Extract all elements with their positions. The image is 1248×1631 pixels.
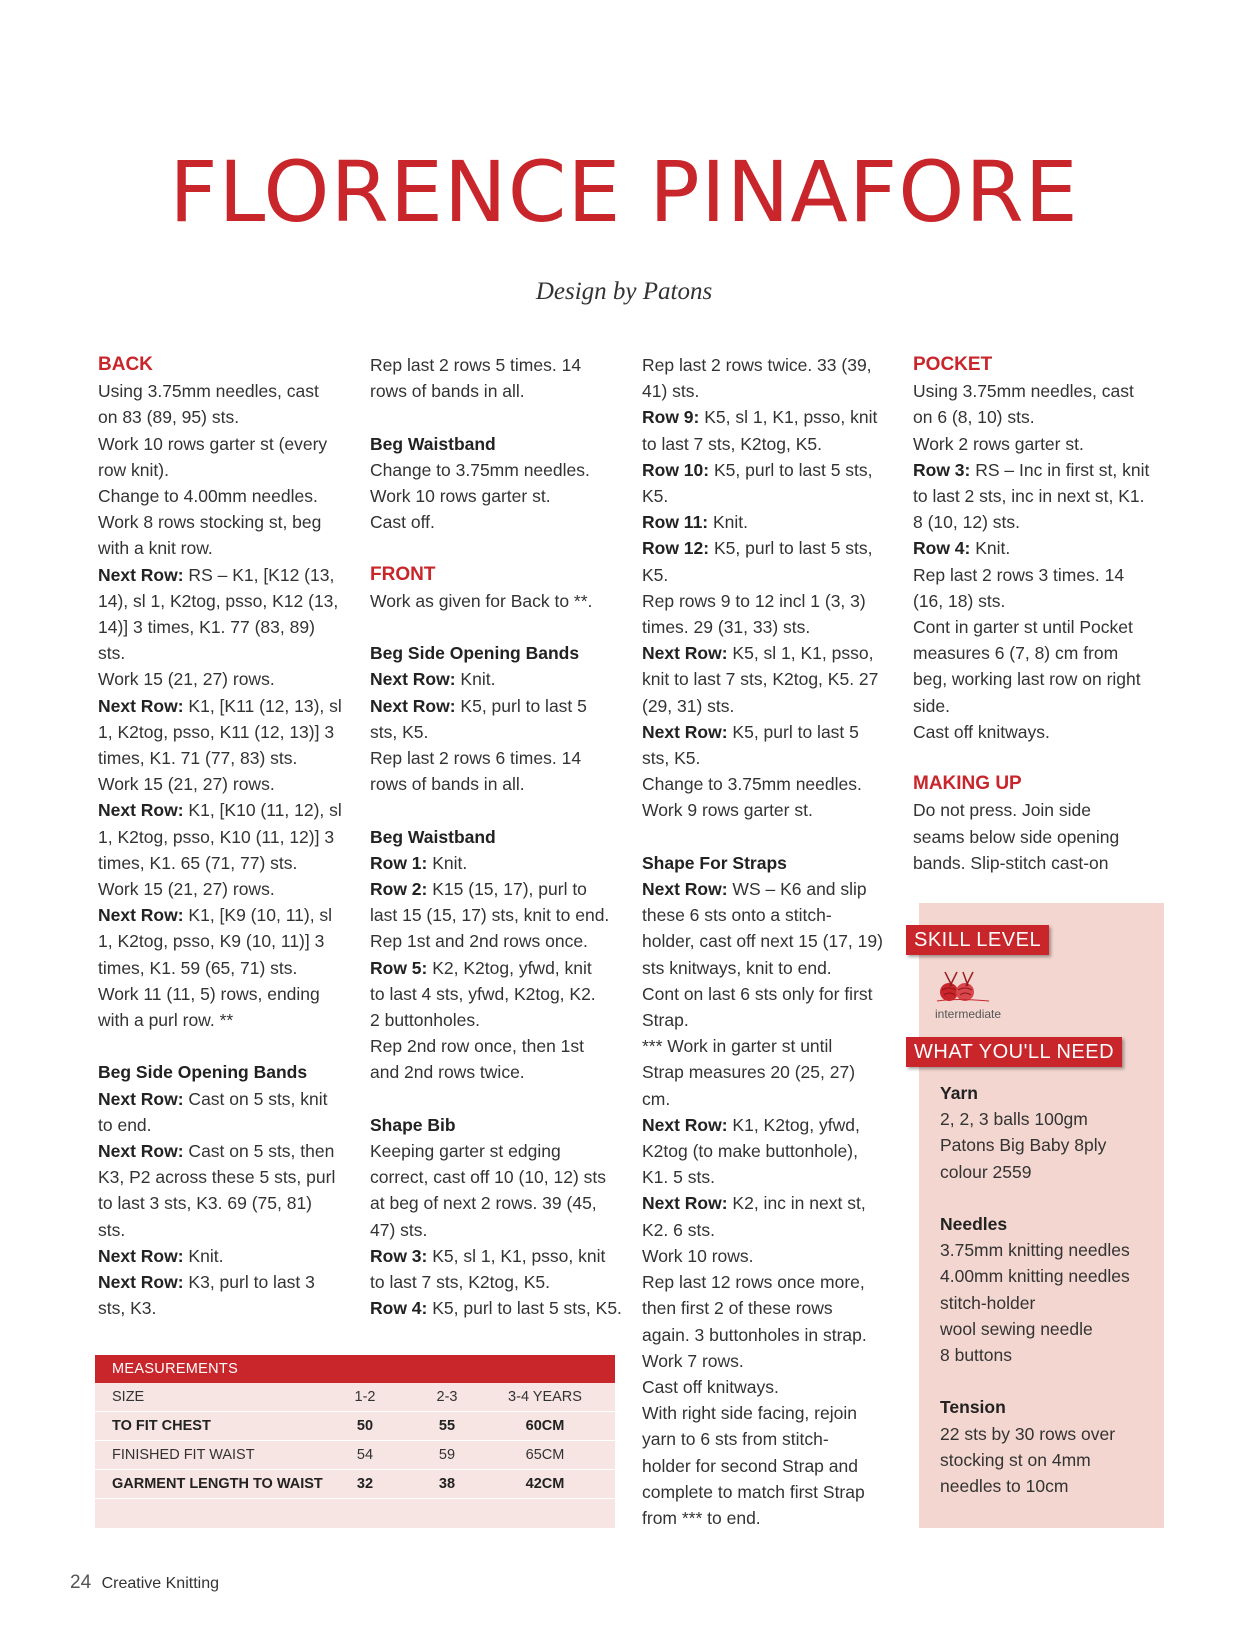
- text-line: wool sewing needle: [940, 1318, 1093, 1339]
- subheading: Beg Waistband: [370, 433, 496, 454]
- text-line: [370, 1295, 622, 1321]
- text-line: Work 11 (11, 5) rows, ending: [98, 983, 320, 1004]
- page-footer: [70, 1572, 219, 1594]
- skill-level-tag: SKILL LEVEL: [906, 925, 1049, 955]
- text-line: sts knitways, knit to end.: [642, 957, 832, 978]
- row-text: K5, purl to last 5 sts, K5.: [427, 1298, 622, 1319]
- row-text: WS – K6 and slip: [727, 879, 867, 900]
- subheading: Yarn: [940, 1083, 978, 1103]
- row-text: K5, sl 1, K1, psso, knit: [699, 407, 878, 428]
- text-line: Strap measures 20 (25, 27): [642, 1062, 856, 1083]
- table-cell: 50: [356, 1418, 374, 1434]
- text-line: Rep last 2 rows twice. 33 (39,: [642, 355, 872, 375]
- text-line: Rep last 2 rows 5 times. 14: [370, 355, 582, 375]
- text-line: [642, 535, 883, 561]
- row-text: K1, [K10 (11, 12), sl: [183, 800, 342, 821]
- row-label: Next Row:: [642, 879, 728, 900]
- table-cell: 59: [438, 1447, 456, 1463]
- text-line: Cont on last 6 sts only for first: [642, 983, 873, 1004]
- text-line: (29, 31) sts.: [642, 695, 735, 716]
- row-label: Next Row:: [98, 564, 184, 585]
- text-line: times, K1. 59 (65, 71) sts.: [98, 957, 298, 978]
- text-line: 2 buttonholes.: [370, 1010, 480, 1031]
- row-text: K5, sl 1, K1, psso, knit: [427, 1245, 606, 1266]
- text-line: side.: [913, 695, 950, 716]
- text-line: sts.: [98, 1219, 126, 1240]
- text-line: stitch-holder: [940, 1292, 1036, 1313]
- column-back: [98, 352, 342, 1322]
- text-line: times, K1. 65 (71, 77) sts.: [98, 852, 298, 873]
- text-line: beg, working last row on right: [913, 669, 1141, 690]
- table-cell: GARMENT LENGTH TO WAIST: [112, 1476, 323, 1492]
- text-line: on 83 (89, 95) sts.: [98, 407, 240, 428]
- text-line: sts, K3.: [98, 1298, 157, 1319]
- text-line: seams below side opening: [913, 826, 1120, 847]
- text-line: to last 7 sts, K2tog, K5.: [642, 433, 822, 454]
- text-line: [98, 693, 342, 719]
- text-line: Strap.: [642, 1010, 689, 1031]
- text-line: [98, 1269, 342, 1295]
- text-line: [370, 955, 622, 981]
- text-line: [98, 902, 342, 928]
- what-you-need-tag: WHAT YOU'LL NEED: [906, 1037, 1122, 1067]
- text-line: [98, 1243, 342, 1269]
- text-line: Work 2 rows garter st.: [913, 433, 1084, 454]
- text-line: Work 7 rows.: [642, 1350, 744, 1371]
- text-line: 8 (10, 12) sts.: [913, 512, 1020, 533]
- text-line: measures 6 (7, 8) cm from: [913, 643, 1119, 664]
- requirements-list: [940, 1080, 1130, 1499]
- column-straps: [642, 352, 883, 1531]
- text-line: with a knit row.: [98, 538, 213, 559]
- text-line: (16, 18) sts.: [913, 590, 1006, 611]
- text-line: 2, 2, 3 balls 100gm: [940, 1109, 1088, 1130]
- text-line: sts, K5.: [370, 721, 429, 742]
- row-text: Cast on 5 sts, knit: [183, 1088, 328, 1109]
- text-line: stocking st on 4mm: [940, 1449, 1091, 1470]
- designer-byline: Design by Patons: [535, 278, 713, 305]
- text-line: yarn to 6 sts from stitch-: [642, 1429, 829, 1450]
- text-line: K1. 5 sts.: [642, 1167, 715, 1188]
- text-line: last 15 (15, 17) sts, knit to end.: [370, 905, 610, 926]
- text-line: [98, 562, 342, 588]
- text-line: 41) sts.: [642, 381, 700, 402]
- table-row: [95, 1412, 615, 1441]
- text-line: from *** to end.: [642, 1507, 761, 1528]
- text-line: correct, cast off 10 (10, 12) sts: [370, 1167, 607, 1188]
- row-label: Row 5:: [370, 957, 428, 978]
- text-line: Cont in garter st until Pocket: [913, 617, 1133, 638]
- row-text: K2, K2tog, yfwd, knit: [427, 957, 592, 978]
- text-line: [642, 404, 883, 430]
- text-line: Work 8 rows stocking st, beg: [98, 512, 322, 533]
- row-text: K1, K2tog, yfwd,: [727, 1114, 860, 1135]
- row-text: K1, [K11 (12, 13), sl: [183, 695, 342, 716]
- table-cell: 54: [356, 1447, 374, 1463]
- subheading: Tension: [940, 1397, 1006, 1418]
- text-line: 47) sts.: [370, 1219, 428, 1240]
- text-line: Cast off.: [370, 512, 435, 533]
- text-line: Keeping garter st edging: [370, 1141, 561, 1162]
- table-cell: SIZE: [112, 1389, 145, 1405]
- subheading: Beg Waistband: [370, 826, 496, 847]
- text-line: Rep last 2 rows 3 times. 14: [913, 564, 1125, 585]
- text-line: times, K1. 71 (77, 83) sts.: [98, 748, 298, 769]
- subheading: Beg Side Opening Bands: [98, 1062, 308, 1083]
- text-line: sts.: [98, 643, 126, 664]
- text-line: Rep 2nd row once, then 1st: [370, 1036, 585, 1057]
- table-row: [95, 1470, 615, 1499]
- text-line: these 6 sts onto a stitch-: [642, 905, 832, 926]
- row-label: Next Row:: [98, 1272, 184, 1293]
- text-line: Rep last 2 rows 6 times. 14: [370, 748, 582, 768]
- column-front: [370, 352, 622, 1321]
- row-text: RS – Inc in first st, knit: [970, 459, 1150, 480]
- text-line: [370, 1243, 622, 1269]
- text-line: Rep rows 9 to 12 incl 1 (3, 3): [642, 590, 866, 611]
- row-text: Knit.: [427, 852, 468, 873]
- text-line: Work 10 rows.: [642, 1245, 754, 1266]
- row-label: Row 4:: [913, 538, 971, 559]
- text-line: [642, 1112, 883, 1138]
- text-line: [642, 640, 883, 666]
- table-cell: 55: [438, 1418, 456, 1434]
- text-line: [642, 457, 883, 483]
- text-line: with a purl row. **: [98, 1010, 234, 1031]
- row-label: Row 1:: [370, 852, 428, 873]
- row-text: K15 (15, 17), purl to: [427, 879, 587, 899]
- text-line: to end.: [98, 1114, 152, 1135]
- row-label: Row 4:: [370, 1298, 428, 1319]
- subheading: Shape Bib: [370, 1114, 456, 1135]
- measurements-table: [95, 1355, 615, 1528]
- text-line: at beg of next 2 rows. 39 (45,: [370, 1193, 597, 1214]
- text-line: With right side facing, rejoin: [642, 1403, 857, 1424]
- text-line: Using 3.75mm needles, cast: [98, 381, 319, 402]
- row-text: Cast on 5 sts, then: [183, 1141, 335, 1162]
- text-line: bands. Slip-stitch cast-on: [913, 852, 1109, 873]
- text-line: Rep 1st and 2nd rows once.: [370, 931, 588, 952]
- text-line: on 6 (8, 10) sts.: [913, 407, 1035, 428]
- yarn-balls-icon: [935, 970, 991, 1009]
- text-line: Change to 4.00mm needles.: [98, 486, 318, 507]
- row-text: RS – K1, [K12 (13,: [183, 564, 335, 585]
- text-line: [642, 509, 883, 535]
- skill-level-value: intermediate: [935, 1007, 1002, 1021]
- text-line: [98, 1138, 342, 1164]
- row-text: K2, inc in next st,: [727, 1193, 866, 1214]
- text-line: sts, K5.: [642, 748, 701, 769]
- row-label: Next Row:: [370, 695, 456, 716]
- text-line: [642, 719, 883, 745]
- subheading: Needles: [940, 1214, 1008, 1234]
- text-line: Work 15 (21, 27) rows.: [98, 879, 275, 900]
- row-text: K1, [K9 (10, 11), sl: [183, 905, 333, 926]
- text-line: 3.75mm knitting needles: [940, 1240, 1130, 1261]
- row-text: Knit.: [970, 538, 1011, 559]
- table-cell: 60CM: [525, 1418, 565, 1434]
- table-row: [95, 1441, 615, 1470]
- section-heading-back: BACK: [98, 354, 153, 375]
- text-line: [370, 850, 622, 876]
- measurements-header: MEASUREMENTS: [95, 1355, 615, 1383]
- text-line: *** Work in garter st until: [642, 1036, 833, 1057]
- section-heading-pocket: POCKET: [913, 354, 993, 375]
- row-label: Next Row:: [98, 800, 184, 821]
- magazine-name: Creative Knitting: [101, 1575, 219, 1592]
- text-line: [370, 666, 622, 692]
- text-line: to last 4 sts, yfwd, K2tog, K2.: [370, 983, 596, 1004]
- text-line: [642, 876, 883, 902]
- row-label: Row 10:: [642, 459, 710, 480]
- text-line: to last 2 sts, inc in next st, K1.: [913, 486, 1145, 507]
- table-cell: 65CM: [525, 1447, 565, 1463]
- text-line: Work 15 (21, 27) rows.: [98, 669, 275, 690]
- text-line: Do not press. Join side: [913, 800, 1092, 821]
- row-text: K5, purl to last 5 sts,: [709, 538, 873, 559]
- row-label: Row 12:: [642, 538, 710, 559]
- text-line: Work 15 (21, 27) rows.: [98, 774, 275, 795]
- text-line: holder, cast off next 15 (17, 19): [642, 931, 883, 952]
- subheading: Shape For Straps: [642, 852, 787, 873]
- row-label: Row 2:: [370, 879, 428, 899]
- row-text: K5, purl to last 5: [455, 695, 587, 716]
- text-line: [913, 457, 1149, 483]
- row-text: Knit.: [455, 669, 496, 690]
- row-text: Knit.: [183, 1245, 224, 1266]
- text-line: Work 10 rows garter st (every: [98, 433, 328, 454]
- table-cell: TO FIT CHEST: [112, 1418, 211, 1434]
- row-label: Next Row:: [642, 1114, 728, 1135]
- text-line: [642, 1190, 883, 1216]
- text-line: again. 3 buttonholes in strap.: [642, 1324, 867, 1345]
- row-label: Next Row:: [642, 643, 728, 664]
- row-label: Next Row:: [98, 1141, 184, 1162]
- row-label: Row 9:: [642, 407, 700, 428]
- row-label: Next Row:: [98, 905, 184, 926]
- text-line: Change to 3.75mm needles.: [370, 459, 590, 480]
- text-line: 8 buttons: [940, 1345, 1012, 1366]
- row-text: K3, purl to last 3: [183, 1272, 315, 1293]
- text-line: cm.: [642, 1088, 671, 1109]
- row-label: Row 11:: [642, 512, 709, 533]
- text-line: 1, K2tog, psso, K11 (12, 13)] 3: [98, 721, 335, 742]
- table-cell: 2-3: [436, 1389, 458, 1405]
- text-line: Rep last 12 rows once more,: [642, 1272, 865, 1293]
- text-line: [98, 797, 342, 823]
- text-line: and 2nd rows twice.: [370, 1062, 525, 1083]
- row-text: K5, sl 1, K1, psso,: [727, 643, 874, 664]
- text-line: 4.00mm knitting needles: [940, 1266, 1130, 1287]
- text-line: to last 3 sts, K3. 69 (75, 81): [98, 1193, 312, 1214]
- subheading: Beg Side Opening Bands: [370, 643, 580, 664]
- text-line: 1, K2tog, psso, K10 (11, 12)] 3: [98, 826, 335, 847]
- text-line: K5.: [642, 486, 669, 507]
- text-line: [98, 1086, 342, 1112]
- text-line: needles to 10cm: [940, 1476, 1069, 1497]
- row-label: Next Row:: [642, 721, 728, 742]
- text-line: rows of bands in all.: [370, 774, 525, 795]
- text-line: 22 sts by 30 rows over: [940, 1423, 1116, 1444]
- section-heading-making-up: MAKING UP: [913, 773, 1022, 795]
- text-line: complete to match first Strap: [642, 1481, 865, 1502]
- page-title: FLORENCE PINAFORE: [169, 143, 1079, 241]
- text-line: 1, K2tog, psso, K9 (10, 11)] 3: [98, 931, 325, 952]
- text-line: Cast off knitways.: [913, 721, 1050, 742]
- section-heading-front: FRONT: [370, 563, 436, 585]
- text-line: colour 2559: [940, 1161, 1032, 1182]
- row-label: Next Row:: [98, 1088, 184, 1109]
- text-line: then first 2 of these rows: [642, 1298, 833, 1319]
- text-line: Change to 3.75mm needles.: [642, 774, 862, 795]
- row-label: Row 3:: [913, 459, 971, 480]
- text-line: Patons Big Baby 8ply: [940, 1135, 1107, 1156]
- text-line: Work 9 rows garter st.: [642, 800, 813, 821]
- row-text: K5, purl to last 5: [727, 721, 859, 742]
- text-line: [370, 876, 622, 902]
- text-line: to last 7 sts, K2tog, K5.: [370, 1272, 550, 1293]
- table-cell: 42CM: [525, 1476, 565, 1492]
- table-cell: 1-2: [354, 1389, 376, 1405]
- text-line: 14)] 3 times, K1. 77 (83, 89): [98, 617, 315, 638]
- text-line: K2tog (to make buttonhole),: [642, 1141, 858, 1162]
- text-line: [370, 693, 622, 719]
- text-line: 14), sl 1, K2tog, psso, K12 (13,: [98, 590, 339, 611]
- text-line: K5.: [642, 564, 669, 585]
- row-label: Next Row:: [98, 695, 184, 716]
- table-cell: 3-4 YEARS: [508, 1389, 582, 1405]
- text-line: holder for second Strap and: [642, 1455, 858, 1476]
- row-text: K5, purl to last 5 sts,: [709, 459, 873, 480]
- text-line: K2. 6 sts.: [642, 1219, 715, 1240]
- row-label: Next Row:: [370, 669, 456, 690]
- table-cell: FINISHED FIT WAIST: [112, 1447, 255, 1463]
- text-line: knit to last 7 sts, K2tog, K5. 27: [642, 669, 879, 690]
- text-line: [913, 535, 1149, 561]
- row-label: Row 3:: [370, 1245, 428, 1266]
- row-text: Knit.: [708, 512, 749, 533]
- text-line: row knit).: [98, 459, 169, 480]
- table-row: [95, 1383, 615, 1412]
- column-pocket: [913, 352, 1149, 876]
- text-line: Cast off knitways.: [642, 1376, 779, 1397]
- text-line: times. 29 (31, 33) sts.: [642, 617, 811, 638]
- table-cell: 38: [438, 1476, 456, 1492]
- text-line: Using 3.75mm needles, cast: [913, 381, 1134, 402]
- table-cell: 32: [356, 1476, 374, 1492]
- text-line: Work 10 rows garter st.: [370, 486, 551, 506]
- page-number: 24: [70, 1572, 92, 1593]
- text-line: rows of bands in all.: [370, 381, 525, 402]
- text-line: K3, P2 across these 5 sts, purl: [98, 1167, 336, 1188]
- row-label: Next Row:: [98, 1245, 184, 1266]
- row-label: Next Row:: [642, 1193, 728, 1214]
- text-line: Work as given for Back to **.: [370, 590, 593, 611]
